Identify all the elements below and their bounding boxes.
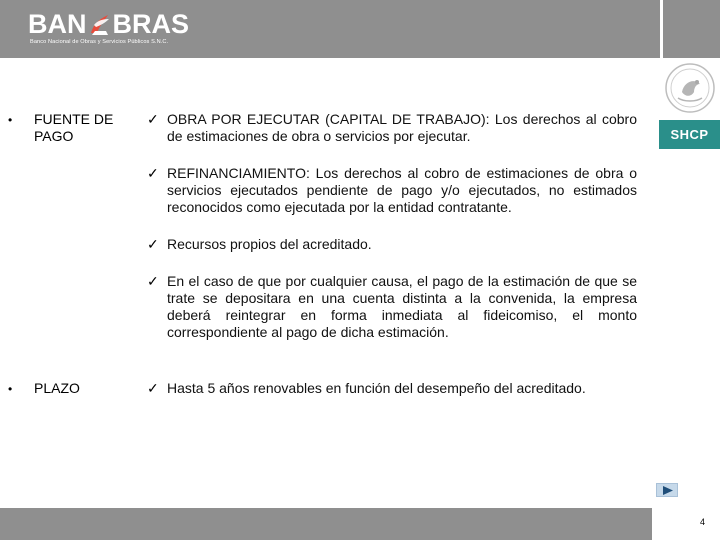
checkmark-icon: ✓ [147, 380, 159, 396]
section-label-fuente-de-pago: FUENTE DE PAGO [34, 111, 114, 144]
section-label-plazo: PLAZO [34, 380, 80, 396]
logo-word-left: BAN [28, 9, 87, 39]
bullet-icon: • [8, 113, 13, 127]
list-item: Recursos propios del acreditado. [167, 236, 372, 252]
list-item: REFINANCIAMIENTO: Los derechos al cobro de estimaciones de obra o servicios ejecutados pendiente de pago y/o ejecutados, no estimados reconocidos como ejecutada por la entidad contratante. [167, 165, 637, 215]
footer-right [655, 508, 720, 540]
mexico-seal-icon [664, 62, 716, 114]
footer-bar [0, 508, 652, 540]
logo-emblem-icon [88, 11, 112, 37]
list-item: Hasta 5 años renovables en función del desempeño del acreditado. [167, 380, 586, 396]
list-item: OBRA POR EJECUTAR (CAPITAL DE TRABAJO): Los derechos al cobro de estimaciones de obra o servicios por ejecutar. [167, 111, 637, 144]
checkmark-icon: ✓ [147, 273, 159, 289]
bullet-icon: • [8, 382, 13, 396]
logo-wordmark [28, 9, 189, 39]
banobras-logo [28, 9, 188, 49]
play-arrow-icon [661, 485, 675, 496]
page-number: 4 [700, 517, 706, 527]
list-item: En el caso de que por cualquier causa, el pago de la estimación de que se trate se depositara en una cuenta distinta a la convenida, la empresa deberá reintegrar en forma inmediata al fideicomiso, el monto correspondiente al pago de dicha estimación. [167, 273, 637, 340]
shcp-badge: SHCP [659, 120, 720, 149]
checkmark-icon: ✓ [147, 165, 159, 181]
logo-subtitle: Banco Nacional de Obras y Servicios Públicos S.N.C. [30, 39, 169, 45]
header-bar-right [663, 0, 720, 58]
checkmark-icon: ✓ [147, 236, 159, 252]
checkmark-icon: ✓ [147, 111, 159, 127]
next-slide-button[interactable] [656, 483, 678, 497]
logo-word-right: BRAS [112, 9, 190, 39]
